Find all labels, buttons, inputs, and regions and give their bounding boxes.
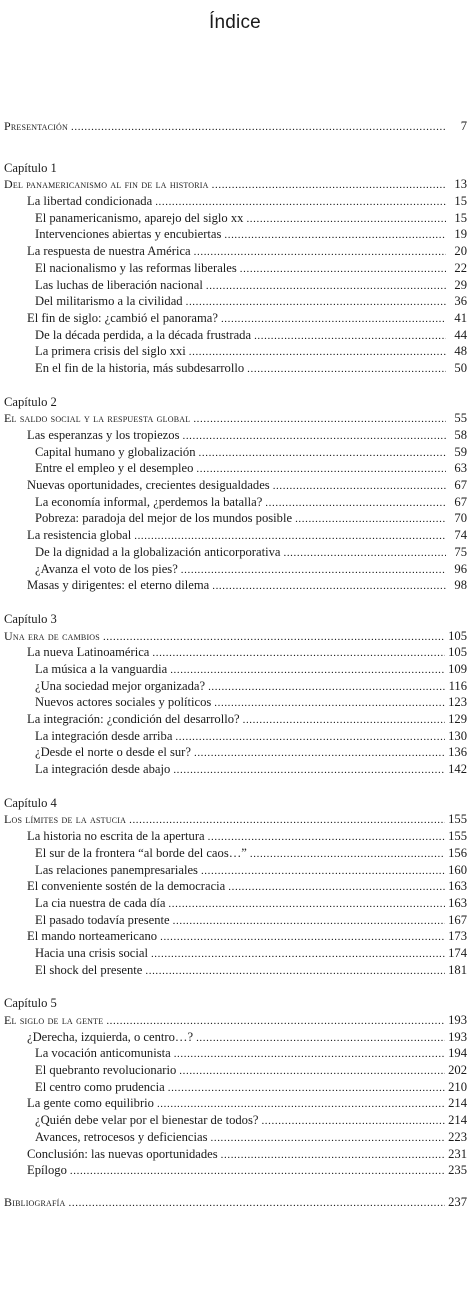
chapter-label: Capítulo 1 [4,160,57,175]
chapter-label: Capítulo 5 [4,996,57,1011]
toc-section-entry[interactable] [4,878,467,895]
leader-dots [240,261,446,278]
toc-section-entry[interactable] [4,1146,467,1163]
chapter-title-entry[interactable] [4,176,467,193]
toc-section-entry[interactable] [4,577,467,594]
toc-entry-title: La nueva Latinoamérica [27,645,150,660]
chapter-label: Capítulo 4 [4,795,57,810]
toc-subsection-entry[interactable] [4,1129,467,1146]
leader-dots [224,227,446,244]
toc-entry-title: La economía informal, ¿perdemos la batalla? [35,494,263,509]
toc-entry-title: De la década perdida, a la década frustrada [35,327,252,342]
toc-entry-title: El sur de la frontera “al borde del caos…” [35,845,247,860]
toc-page-number: 214 [448,1113,467,1128]
toc-page-number: 109 [448,661,467,676]
toc-entry-title: De la dignidad a la globalización anticorporativa [35,544,281,559]
toc-entry-title: La cia nuestra de cada día [35,895,166,910]
toc-entry-title: La vocación anticomunista [35,1046,171,1061]
toc-page-number: 123 [448,695,467,710]
toc-subsection-entry[interactable] [4,327,467,344]
leader-dots [194,745,445,762]
toc-entry-title: La historia no escrita de la apertura [27,829,205,844]
toc-subsection-entry[interactable] [4,494,467,511]
leader-dots [173,762,445,779]
toc-entry-title: El centro como prudencia [35,1079,165,1094]
leader-dots [208,679,446,696]
leader-dots [179,1063,445,1080]
toc-page-number: 19 [454,227,467,242]
leader-dots [246,211,446,228]
toc-subsection-entry[interactable] [4,661,467,678]
chapter-title: Los límites de la astucia [4,812,127,827]
leader-dots [129,812,445,829]
toc-entry-title: Pobreza: paradoja del mejor de los mundos posible [35,511,293,526]
leader-dots [247,361,446,378]
toc-page-number: 235 [448,1163,467,1178]
toc-page-number: 70 [454,511,467,526]
toc-page-number: 163 [448,879,467,894]
toc-entry-title: La primera crisis del siglo xxi [35,344,186,359]
table-of-contents [4,118,467,1211]
toc-page-number: 41 [454,310,467,325]
leader-dots [208,829,445,846]
toc-subsection-entry[interactable] [4,744,467,761]
toc-entry-title: Intervenciones abiertas y encubiertas [35,227,222,242]
toc-entry-title: Epílogo [27,1163,67,1178]
toc-page-number: 29 [454,277,467,292]
toc-entry-bibliografia[interactable] [4,1194,467,1211]
toc-entry-title: Del militarismo a la civilidad [35,294,183,309]
toc-page-number: 155 [448,812,467,827]
toc-subsection-entry[interactable] [4,460,467,477]
chapter-title-entry[interactable] [4,410,467,427]
toc-section-entry[interactable] [4,1095,467,1112]
chapter-label: Capítulo 3 [4,611,57,626]
toc-subsection-entry[interactable] [4,293,467,310]
toc-subsection-entry[interactable] [4,678,467,695]
leader-dots [214,695,445,712]
leader-dots [194,244,446,261]
toc-entry-title: Nuevos actores sociales y políticos [35,695,212,710]
toc-entry-title: El mando norteamericano [27,929,158,944]
toc-page-number: 74 [454,528,467,543]
toc-subsection-entry[interactable] [4,694,467,711]
leader-dots [211,1130,446,1147]
toc-entry-title: ¿Quién debe velar por el bienestar de todos? [35,1113,259,1128]
chapter-label: Capítulo 2 [4,394,57,409]
leader-dots [186,294,446,311]
toc-entry-title: El panamericanismo, aparejo del siglo xx [35,210,244,225]
leader-dots [201,863,445,880]
leader-dots [250,846,445,863]
toc-subsection-entry[interactable] [4,226,467,243]
leader-dots [221,1147,445,1164]
toc-subsection-entry[interactable] [4,444,467,461]
toc-entry-title: ¿Avanza el voto de los pies? [35,561,178,576]
toc-page-number: 13 [454,177,467,192]
toc-section-entry[interactable] [4,1162,467,1179]
toc-subsection-entry[interactable] [4,845,467,862]
toc-entry-title: La respuesta de nuestra América [27,244,191,259]
toc-page-number: 116 [448,678,467,693]
leader-dots [212,578,446,595]
leader-dots [254,328,446,345]
toc-subsection-entry[interactable] [4,260,467,277]
toc-page-number: 22 [454,260,467,275]
leader-dots [155,194,446,211]
toc-page-number: 63 [454,461,467,476]
toc-subsection-entry[interactable] [4,544,467,561]
toc-entry-title: Capital humano y globalización [35,444,196,459]
toc-subsection-entry[interactable] [4,360,467,377]
leader-dots [174,1046,445,1063]
toc-entry-title: Las esperanzas y los tropiezos [27,428,180,442]
toc-subsection-entry[interactable] [4,1079,467,1096]
toc-section-entry[interactable] [4,310,467,327]
toc-entry-title: Conclusión: las nuevas oportunidades [27,1146,218,1161]
leader-dots [157,1096,445,1113]
toc-page-number: 167 [448,912,467,927]
leader-dots [160,929,445,946]
toc-section-entry[interactable] [4,828,467,845]
toc-page-number: 15 [454,194,467,209]
leader-dots [69,1195,446,1212]
toc-subsection-entry[interactable] [4,1045,467,1062]
toc-entry-title: Bibliografía [4,1194,66,1209]
leader-dots [106,1013,445,1030]
toc-subsection-entry[interactable] [4,1062,467,1079]
toc-entry-title: La gente como equilibrio [27,1096,154,1111]
chapter-title: El saldo social y la respuesta global [4,411,191,426]
toc-page-number: 59 [454,444,467,459]
toc-entry-title: La libertad condicionada [27,194,153,209]
chapter-title: El siglo de la gente [4,1013,104,1027]
chapters-list [4,135,467,1179]
toc-page-number: 96 [454,561,467,576]
leader-dots [196,1030,445,1047]
toc-entry-title: Las luchas de liberación nacional [35,277,203,292]
toc-entry-title: ¿Una sociedad mejor organizada? [35,678,206,693]
toc-page-number: 129 [448,712,467,726]
toc-section-entry[interactable] [4,644,467,661]
leader-dots [173,913,445,930]
toc-subsection-entry[interactable] [4,210,467,227]
page-title: Índice [209,12,261,33]
leader-dots [175,729,445,746]
leader-dots [134,528,446,545]
toc-subsection-entry[interactable] [4,343,467,360]
toc-page-number: 163 [448,895,467,910]
toc-subsection-entry[interactable] [4,728,467,745]
toc-subsection-entry[interactable] [4,945,467,962]
leader-dots [151,946,445,963]
toc-section-entry[interactable] [4,477,467,494]
toc-entry-title: La integración: ¿condición del desarrollo? [27,712,240,726]
leader-dots [152,645,445,662]
leader-dots [168,1080,445,1097]
leader-dots [261,1113,445,1130]
leader-dots [70,1163,445,1180]
toc-entry-title: El quebranto revolucionario [35,1063,177,1078]
leader-dots [228,879,445,896]
leader-dots [243,712,446,729]
toc-page-number: 58 [454,428,467,442]
leader-dots [212,177,446,194]
toc-entry-title: Nuevas oportunidades, crecientes desigualdades [27,478,270,493]
toc-subsection-entry[interactable] [4,962,467,979]
toc-page-number: 105 [448,645,467,660]
toc-page-number: 20 [454,244,467,259]
toc-entry-title: La integración desde arriba [35,728,173,743]
leader-dots [181,562,446,579]
toc-page-number: 50 [454,360,467,375]
chapter-title: Del panamericanismo al fin de la historia [4,177,209,192]
toc-page-number: 231 [448,1146,467,1161]
toc-entry-title: El shock del presente [35,962,143,977]
toc-subsection-entry[interactable] [4,895,467,912]
toc-page-number: 105 [448,628,467,643]
toc-subsection-entry[interactable] [4,912,467,929]
toc-page-number: 181 [448,962,467,977]
toc-entry-title: El nacionalismo y las reformas liberales [35,260,237,275]
leader-dots [168,896,445,913]
toc-page-number: 130 [448,728,467,743]
toc-subsection-entry[interactable] [4,277,467,294]
leader-dots [193,411,446,428]
toc-page-number: 36 [454,294,467,309]
toc-entry-title: En el fin de la historia, más subdesarrollo [35,360,245,375]
chapter-title-entry[interactable] [4,811,467,828]
toc-section-entry[interactable] [4,711,467,728]
toc-entry-title: La integración desde abajo [35,762,171,777]
toc-entry-title: Avances, retrocesos y deficiencias [35,1129,208,1144]
toc-entry-title: El pasado todavía presente [35,912,170,927]
toc-entry-title: Entre el empleo y el desempleo [35,461,194,476]
leader-dots [199,445,446,462]
leader-dots [265,495,446,512]
toc-section-entry[interactable] [4,527,467,544]
leader-dots [196,461,446,478]
toc-page-number: 98 [454,578,467,593]
toc-page-number: 48 [454,344,467,359]
leader-dots [182,428,446,445]
toc-entry-title: La música a la vanguardia [35,661,168,676]
toc-page-number: 193 [448,1013,467,1027]
chapter-title-entry[interactable] [4,1012,467,1029]
leader-dots [170,662,445,679]
toc-section-entry[interactable] [4,427,467,444]
toc-page-number: 75 [454,544,467,559]
toc-page-number: 7 [460,119,467,133]
leader-dots [206,278,446,295]
toc-entry-title: La resistencia global [27,528,132,543]
toc-entry-title: ¿Derecha, izquierda, o centro…? [27,1029,194,1044]
toc-page-number: 174 [448,945,467,960]
toc-page-number: 202 [448,1063,467,1078]
toc-section-entry[interactable] [4,928,467,945]
toc-entry-presentacion[interactable] [4,118,467,135]
toc-page-number: 214 [448,1096,467,1111]
toc-subsection-entry[interactable] [4,862,467,879]
toc-entry-title: ¿Desde el norte o desde el sur? [35,745,191,760]
toc-page-number: 15 [454,210,467,225]
toc-page-number: 237 [448,1194,467,1209]
toc-entry-title: Presentación [4,119,68,133]
toc-page-number: 194 [448,1046,467,1061]
leader-dots [145,963,445,980]
toc-page-number: 55 [454,411,467,426]
leader-dots [283,545,446,562]
toc-section-entry[interactable] [4,193,467,210]
toc-page-number: 156 [448,845,467,860]
toc-subsection-entry[interactable] [4,561,467,578]
toc-entry-title: Masas y dirigentes: el eterno dilema [27,578,210,593]
toc-page-number: 173 [448,929,467,944]
toc-page-number: 44 [454,327,467,342]
toc-entry-title: Hacia una crisis social [35,945,148,960]
leader-dots [189,344,446,361]
chapter-title-entry[interactable] [4,628,467,645]
chapter-title: Una era de cambios [4,628,100,643]
toc-page-number: 193 [448,1029,467,1044]
leader-dots [103,629,445,646]
toc-entry-title: Las relaciones panempresariales [35,862,198,877]
toc-page-number: 67 [454,494,467,509]
toc-entry-title: El conveniente sostén de la democracia [27,879,226,894]
toc-section-entry[interactable] [4,1029,467,1046]
toc-page-number: 136 [448,745,467,760]
leader-dots [221,311,446,328]
leader-dots [71,119,446,136]
toc-subsection-entry[interactable] [4,761,467,778]
leader-dots [273,478,446,495]
toc-entry-title: El fin de siglo: ¿cambió el panorama? [27,310,218,325]
toc-page-number: 155 [448,829,467,844]
toc-page-number: 210 [448,1079,467,1094]
toc-subsection-entry[interactable] [4,510,467,527]
toc-section-entry[interactable] [4,243,467,260]
toc-subsection-entry[interactable] [4,1112,467,1129]
leader-dots [295,511,446,528]
toc-page-number: 67 [454,478,467,493]
toc-page-number: 223 [448,1129,467,1144]
toc-page-number: 160 [448,862,467,877]
toc-page-number: 142 [448,762,467,777]
